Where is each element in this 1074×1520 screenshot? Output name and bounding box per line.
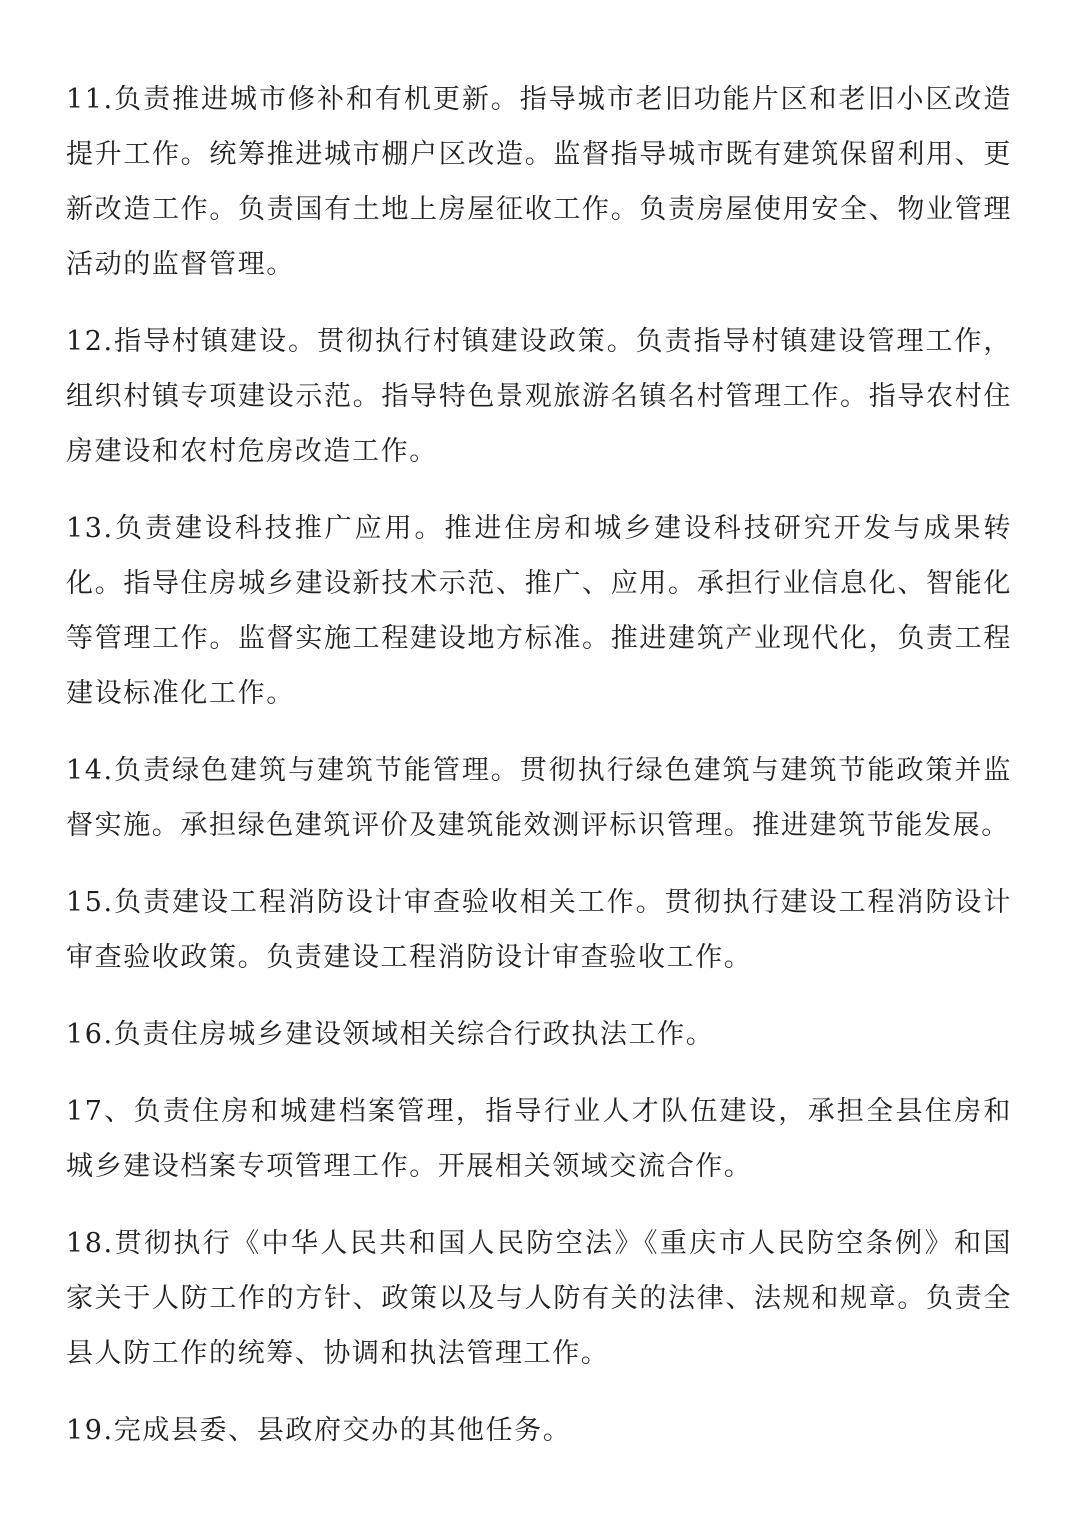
paragraph-item-17: 17、负责住房和城建档案管理，指导行业人才队伍建设，承担全县住房和城乡建设档案专项管理工作。开展相关领域交流合作。 <box>66 1096 1012 1182</box>
paragraph-item-16: 16.负责住房城乡建设领域相关综合行政执法工作。 <box>66 1019 715 1050</box>
paragraph-item-15: 15.负责建设工程消防设计审查验收相关工作。贯彻执行建设工程消防设计审查验收政策。负责建设工程消防设计审查验收工作。 <box>66 887 1012 973</box>
document-body <box>66 72 1012 1458</box>
paragraph-item-11: 11.负责推进城市修补和有机更新。指导城市老旧功能片区和老旧小区改造提升工作。统筹推进城市棚户区改造。监督指导城市既有建筑保留利用、更新改造工作。负责国有土地上房屋征收工作。负责房屋使用安全、物业管理活动的监督管理。 <box>66 84 1012 280</box>
paragraph-item-19: 19.完成县委、县政府交办的其他任务。 <box>66 1415 572 1446</box>
paragraph-item-14: 14.负责绿色建筑与建筑节能管理。贯彻执行绿色建筑与建筑节能政策并监督实施。承担绿色建筑评价及建筑能效测评标识管理。推进建筑节能发展。 <box>66 755 1012 841</box>
paragraph-item-18: 18.贯彻执行《中华人民共和国人民防空法》《重庆市人民防空条例》和国家关于人防工作的方针、政策以及与人防有关的法律、法规和规章。负责全县人防工作的统筹、协调和执法管理工作。 <box>66 1228 1012 1369</box>
paragraph-item-12: 12.指导村镇建设。贯彻执行村镇建设政策。负责指导村镇建设管理工作，组织村镇专项建设示范。指导特色景观旅游名镇名村管理工作。指导农村住房建设和农村危房改造工作。 <box>66 326 1012 467</box>
paragraph-item-13: 13.负责建设科技推广应用。推进住房和城乡建设科技研究开发与成果转化。指导住房城乡建设新技术示范、推广、应用。承担行业信息化、智能化等管理工作。监督实施工程建设地方标准。推进建筑产业现代化，负责工程建设标准化工作。 <box>66 513 1012 709</box>
